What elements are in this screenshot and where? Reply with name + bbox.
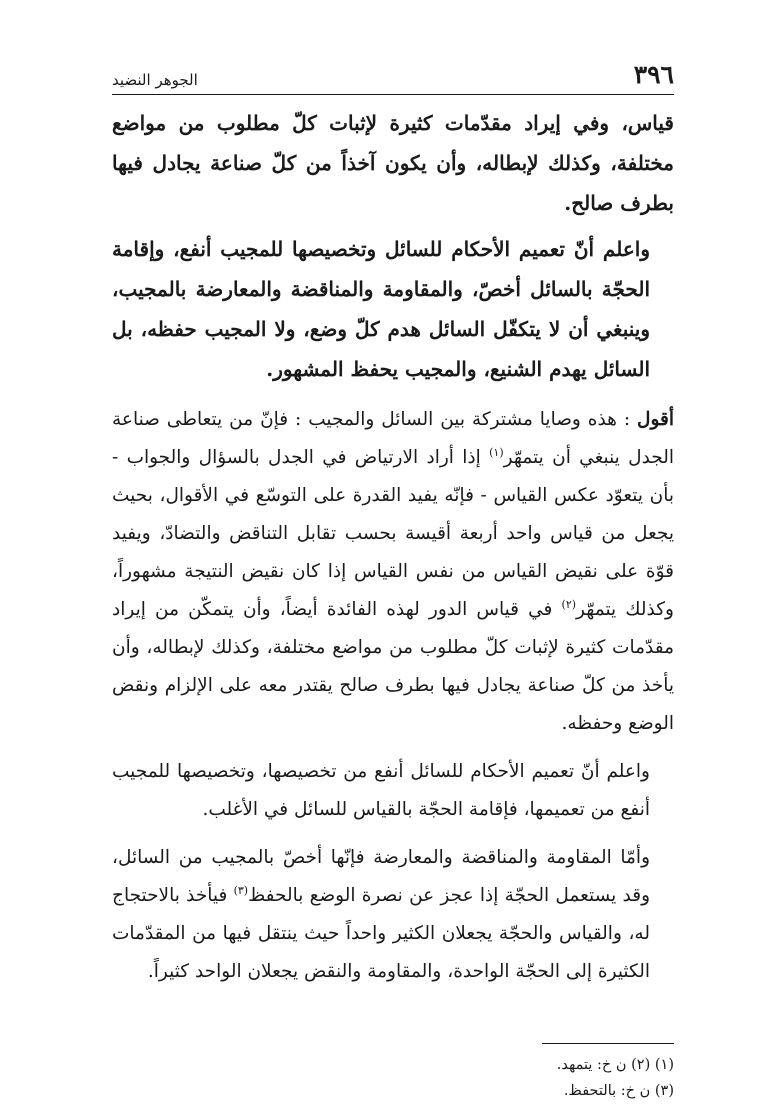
footnotes — [112, 1052, 674, 1104]
commentary-text: وأمّا المقاومة والمناقضة والمعارضة فإنّها أخصّ بالمجيب من السائل، وقد يستعمل الحجّة إذا عجز عن نصرة الوضع بالحفظ — [112, 847, 650, 906]
footnote-marker-1: (١) — [489, 445, 504, 459]
page-number: ٣٩٦ — [633, 60, 674, 89]
footnote-1-2: (١) (٢) ن خ: يتمهد. — [556, 1057, 674, 1073]
running-title: الجوهر النضيد — [112, 71, 198, 89]
footnote-3: (٣) ن خ: بالتحفظ. — [563, 1083, 674, 1099]
commentary-text: في قياس الدور لهذه الفائدة أيضاً، وأن يتمكّن من إيراد مقدّمات كثيرة لإثبات كلّ مطلوب من مواضع مختلفة، وكذلك لإبطاله، وأن يأخذ من كلّ صناعة يجادل فيها بطرف صالح يقتدر معه على الإلزام ونقض الوضع وحفظه. — [112, 599, 674, 734]
book-page — [112, 56, 674, 1104]
footnote-marker-2: (٢) — [561, 597, 577, 611]
commentary-paragraph-3 — [112, 839, 674, 991]
footnote-divider — [542, 1043, 674, 1044]
commentary-text: فيأخذ بالاحتجاج له، والقياس والحجّة يجعلان الكثير واحداً حيث ينتقل فيها من المقدّمات الكثيرة إلى الحجّة الواحدة، والمقاومة والنقض يجعلان الواحد كثيراً. — [112, 885, 650, 982]
commentary-text: إذا أراد الارتياض في الجدل بالسؤال والجواب - بأن يتعوّد عكس القياس - فإنّه يفيد القدرة على التوسّع في الأقوال، بحيث يجعل من قياس واحد أربعة أقيسة بحسب تقابل التناقض والتضادّ، ويفيد قوّة على نقيض القياس من نفس القياس إذا كان نقيض النتيجة مشهوراً، وكذلك يتمهّر — [112, 447, 674, 620]
matn-paragraph-1: قياس، وفي إيراد مقدّمات كثيرة لإثبات كلّ مطلوب من مواضع مختلفة، وكذلك لإبطاله، وأن يكون آخذاً من كلّ صناعة يجادل فيها بطرف صالح. — [112, 111, 674, 215]
page-header — [112, 56, 674, 95]
aqulu-lead-word: أقول — [637, 409, 674, 430]
commentary-paragraph-2: واعلم أنّ تعميم الأحكام للسائل أنفع من تخصيصها، وتخصيصها للمجيب أنفع من تعميمها، فإقامة الحجّة بالقياس للسائل في الأغلب. — [112, 761, 650, 820]
matn-paragraph-2: واعلم أنّ تعميم الأحكام للسائل وتخصيصها للمجيب أنفع، وإقامة الحجّة بالسائل أخصّ، والمقاومة والمناقضة والمعارضة بالمجيب، وينبغي أن لا يتكفّل السائل هدم كلّ وضع، ولا المجيب حفظه، بل السائل يهدم الشنيع، والمجيب يحفظ المشهور. — [112, 237, 650, 381]
commentary-text: : هذه وصايا مشتركة بين السائل والمجيب : فإنّ من يتعاطى صناعة الجدل ينبغي أن يتمهّر — [112, 409, 674, 468]
footnote-marker-3: (٣) — [233, 883, 249, 897]
commentary-paragraph-1 — [112, 401, 674, 743]
